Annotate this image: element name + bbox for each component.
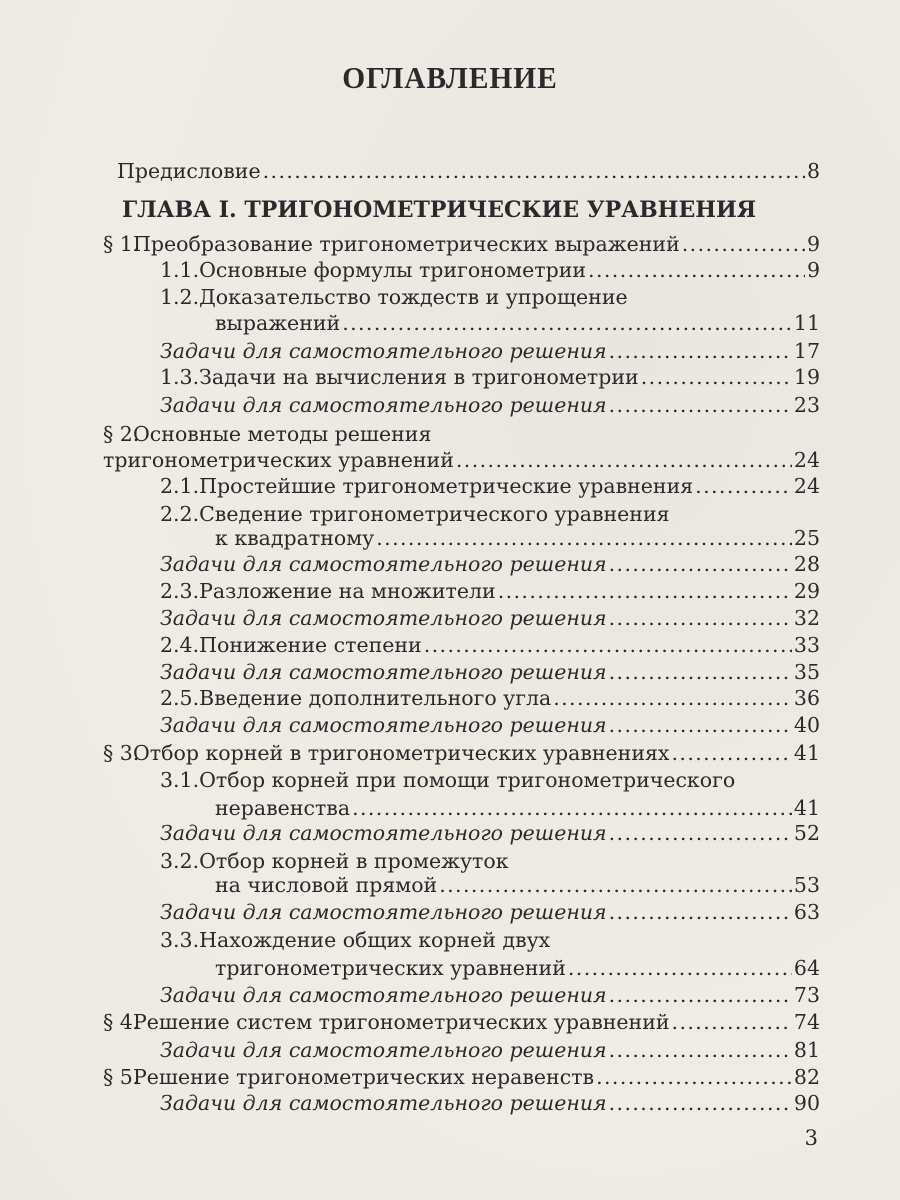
dot-leader <box>609 982 792 1008</box>
toc-entry <box>103 231 820 257</box>
dot-leader <box>609 392 792 418</box>
entry-page-number: 29 <box>793 579 820 603</box>
entry-title: Задачи для самостоятельного решения <box>160 900 607 924</box>
entry-page-number: 41 <box>793 796 820 820</box>
toc-entry-tasks <box>160 392 820 418</box>
section-number: 2.3. <box>160 579 200 603</box>
entry-title: Задачи для самостоятельного решения <box>160 821 607 845</box>
entry-title: Введение дополнительного угла <box>199 686 552 710</box>
dot-leader <box>609 659 792 685</box>
entry-title: Задачи для самостоятельного решения <box>160 1091 607 1115</box>
entry-page-number: 36 <box>793 686 820 710</box>
toc-entry <box>117 158 820 184</box>
toc-entry <box>160 767 820 793</box>
entry-page-number: 24 <box>793 474 820 498</box>
toc-entry <box>215 955 820 981</box>
dot-leader <box>456 447 792 473</box>
toc-entry <box>215 310 820 336</box>
entry-title: Отбор корней в промежуток <box>199 849 509 873</box>
entry-title: Основные методы решения <box>133 422 432 446</box>
entry-title: неравенства <box>215 796 351 820</box>
entry-page-number: 19 <box>793 365 820 389</box>
entry-title: к квадратному <box>215 526 375 550</box>
section-number: 1.2. <box>160 285 200 309</box>
entry-title: Задачи для самостоятельного решения <box>160 393 607 417</box>
entry-page-number: 64 <box>793 956 820 980</box>
entry-page-number: 90 <box>793 1091 820 1115</box>
entry-title: Задачи на вычисления в тригонометрии <box>199 365 639 389</box>
section-number: 2.1. <box>160 474 200 498</box>
section-number: § 1. <box>103 232 140 256</box>
section-number: 1.3. <box>160 365 200 389</box>
entry-title: Понижение степени <box>199 633 422 657</box>
dot-leader <box>641 364 792 390</box>
dot-leader <box>609 899 792 925</box>
toc-entry <box>160 632 820 658</box>
entry-title: Решение тригонометрических неравенств <box>133 1065 595 1089</box>
entry-page-number: 53 <box>793 873 820 897</box>
dot-leader <box>376 525 792 551</box>
entry-title: Отбор корней в тригонометрических уравнениях <box>133 741 670 765</box>
entry-page-number: 17 <box>793 339 820 363</box>
toc-entry-tasks <box>160 712 820 738</box>
section-number: § 3. <box>103 741 140 765</box>
page-number: 3 <box>804 1126 818 1150</box>
entry-title: Доказательство тождеств и упрощение <box>199 285 628 309</box>
dot-leader <box>672 1009 792 1035</box>
dot-leader <box>609 1037 792 1063</box>
entry-page-number: 81 <box>793 1038 820 1062</box>
section-number: 1.1. <box>160 258 200 282</box>
dot-leader <box>609 551 792 577</box>
dot-leader <box>352 795 792 821</box>
entry-title: тригонометрических уравнений <box>103 448 454 472</box>
entry-page-number: 35 <box>793 660 820 684</box>
dot-leader <box>609 605 792 631</box>
entry-page-number: 82 <box>793 1065 820 1089</box>
entry-page-number: 41 <box>793 741 820 765</box>
entry-title: Решение систем тригонометрических уравнений <box>133 1010 670 1034</box>
dot-leader <box>695 473 792 499</box>
dot-leader <box>682 231 805 257</box>
entry-title: Предисловие <box>117 159 261 183</box>
section-number: 3.2. <box>160 849 200 873</box>
section-number: 3.1. <box>160 768 200 792</box>
chapter-heading <box>122 197 756 223</box>
entry-page-number: 25 <box>793 526 820 550</box>
toc-entry <box>160 501 820 527</box>
dot-leader <box>609 1090 792 1116</box>
toc-entry <box>160 364 820 390</box>
section-number: § 5. <box>103 1065 140 1089</box>
entry-title: Сведение тригонометрического уравнения <box>199 502 670 526</box>
entry-page-number: 63 <box>793 900 820 924</box>
dot-leader <box>671 740 791 766</box>
entry-title: Задачи для самостоятельного решения <box>160 1038 607 1062</box>
toc-entry <box>160 685 820 711</box>
page-title: ОГЛАВЛЕНИЕ <box>342 60 558 95</box>
toc-entry-tasks <box>160 1090 820 1116</box>
dot-leader <box>609 712 792 738</box>
entry-page-number: 8 <box>806 159 820 183</box>
dot-leader <box>609 338 792 364</box>
entry-title: Простейшие тригонометрические уравнения <box>199 474 694 498</box>
section-number: 2.2. <box>160 502 200 526</box>
toc-entry-tasks <box>160 820 820 846</box>
toc-entry <box>215 795 820 821</box>
toc-entry <box>215 872 820 898</box>
toc-entry <box>103 740 820 766</box>
entry-title: ГЛАВА I. ТРИГОНОМЕТРИЧЕСКИЕ УРАВНЕНИЯ <box>122 197 757 223</box>
toc-entry-tasks <box>160 659 820 685</box>
entry-title: Нахождение общих корней двух <box>199 928 551 952</box>
dot-leader <box>553 685 792 711</box>
toc-entry-tasks <box>160 551 820 577</box>
toc-entry <box>160 284 820 310</box>
toc-entry <box>215 525 820 551</box>
dot-leader <box>498 578 792 604</box>
toc-entry-tasks <box>160 899 820 925</box>
toc-entry <box>160 578 820 604</box>
entry-page-number: 11 <box>793 311 820 335</box>
toc-entry <box>160 473 820 499</box>
toc-entry <box>160 257 820 283</box>
entry-page-number: 28 <box>793 552 820 576</box>
section-number: 3.3. <box>160 928 200 952</box>
dot-leader <box>596 1064 792 1090</box>
dot-leader <box>609 820 792 846</box>
section-number: § 4. <box>103 1010 140 1034</box>
entry-page-number: 9 <box>806 232 820 256</box>
dot-leader <box>342 310 792 336</box>
dot-leader <box>568 955 792 981</box>
toc-entry <box>103 447 820 473</box>
entry-page-number: 74 <box>793 1010 820 1034</box>
entry-title: Задачи для самостоятельного решения <box>160 983 607 1007</box>
toc-entry <box>103 1009 820 1035</box>
entry-page-number: 40 <box>793 713 820 737</box>
toc-entry <box>103 1064 820 1090</box>
entry-page-number: 33 <box>793 633 820 657</box>
toc-entry <box>160 848 820 874</box>
entry-title: Задачи для самостоятельного решения <box>160 660 607 684</box>
toc-entry <box>103 421 820 447</box>
entry-page-number: 23 <box>793 393 820 417</box>
entry-page-number: 32 <box>793 606 820 630</box>
entry-title: на числовой прямой <box>215 873 438 897</box>
section-number: § 2. <box>103 422 140 446</box>
entry-page-number: 9 <box>806 258 820 282</box>
dot-leader <box>263 158 805 184</box>
entry-title: выражений <box>215 311 341 335</box>
entry-title: Задачи для самостоятельного решения <box>160 339 607 363</box>
dot-leader <box>439 872 792 898</box>
dot-leader <box>588 257 805 283</box>
section-number: 2.4. <box>160 633 200 657</box>
entry-page-number: 24 <box>793 448 820 472</box>
entry-title: Задачи для самостоятельного решения <box>160 713 607 737</box>
entry-title: Отбор корней при помощи тригонометрического <box>199 768 736 792</box>
toc-entry-tasks <box>160 1037 820 1063</box>
entry-title: Преобразование тригонометрических выражений <box>133 232 680 256</box>
entry-title: Разложение на множители <box>199 579 496 603</box>
entry-title: Задачи для самостоятельного решения <box>160 552 607 576</box>
section-number: 2.5. <box>160 686 200 710</box>
toc-entry-tasks <box>160 338 820 364</box>
entry-page-number: 73 <box>793 983 820 1007</box>
toc-entry-tasks <box>160 605 820 631</box>
entry-title: Основные формулы тригонометрии <box>199 258 587 282</box>
toc-entry-tasks <box>160 982 820 1008</box>
entry-title: Задачи для самостоятельного решения <box>160 606 607 630</box>
toc-entry <box>160 927 820 953</box>
dot-leader <box>424 632 792 658</box>
entry-title: тригонометрических уравнений <box>215 956 566 980</box>
entry-page-number: 52 <box>793 821 820 845</box>
